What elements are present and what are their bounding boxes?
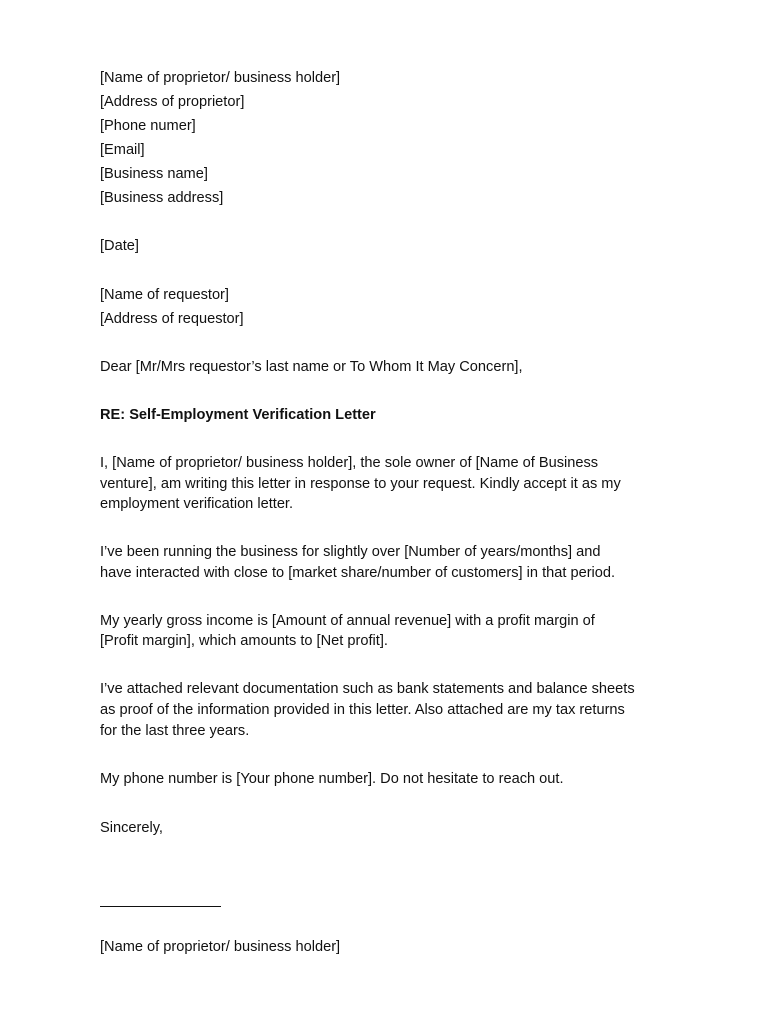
body-paragraph-2-line-1: I’ve been running the business for slightly over [Number of years/months] and (100, 544, 601, 560)
body-paragraph-2-line-2: have interacted with close to [market share/number of customers] in that period. (100, 565, 616, 581)
sender-phone: [Phone numer] (100, 118, 196, 134)
letter-date: [Date] (100, 238, 139, 254)
body-paragraph-1-line-3: employment verification letter. (100, 496, 294, 512)
subject-line: RE: Self-Employment Verification Letter (100, 407, 376, 423)
salutation: Dear [Mr/Mrs requestor’s last name or To Whom It May Concern], (100, 359, 523, 375)
sender-email: [Email] (100, 142, 145, 158)
body-paragraph-4-line-3: for the last three years. (100, 723, 250, 739)
recipient-name: [Name of requestor] (100, 287, 229, 303)
signature-name: [Name of proprietor/ business holder] (100, 939, 341, 955)
body-paragraph-1-line-2: venture], am writing this letter in response to your request. Kindly accept it as my (100, 476, 621, 492)
body-paragraph-4-line-1: I’ve attached relevant documentation such as bank statements and balance sheets (100, 681, 635, 697)
body-paragraph-4-line-2: as proof of the information provided in this letter. Also attached are my tax returns (100, 702, 625, 718)
body-paragraph-3-line-2: [Profit margin], which amounts to [Net profit]. (100, 633, 388, 649)
sender-business-name: [Business name] (100, 166, 208, 182)
sender-address: [Address of proprietor] (100, 94, 245, 110)
sender-business-address: [Business address] (100, 190, 224, 206)
recipient-address: [Address of requestor] (100, 311, 244, 327)
closing: Sincerely, (100, 820, 163, 836)
body-paragraph-1-line-1: I, [Name of proprietor/ business holder], the sole owner of [Name of Business (100, 455, 599, 471)
signature-line (100, 906, 221, 907)
body-paragraph-5-line-1: My phone number is [Your phone number]. Do not hesitate to reach out. (100, 771, 564, 787)
sender-name: [Name of proprietor/ business holder] (100, 70, 341, 86)
body-paragraph-3-line-1: My yearly gross income is [Amount of annual revenue] with a profit margin of (100, 613, 595, 629)
